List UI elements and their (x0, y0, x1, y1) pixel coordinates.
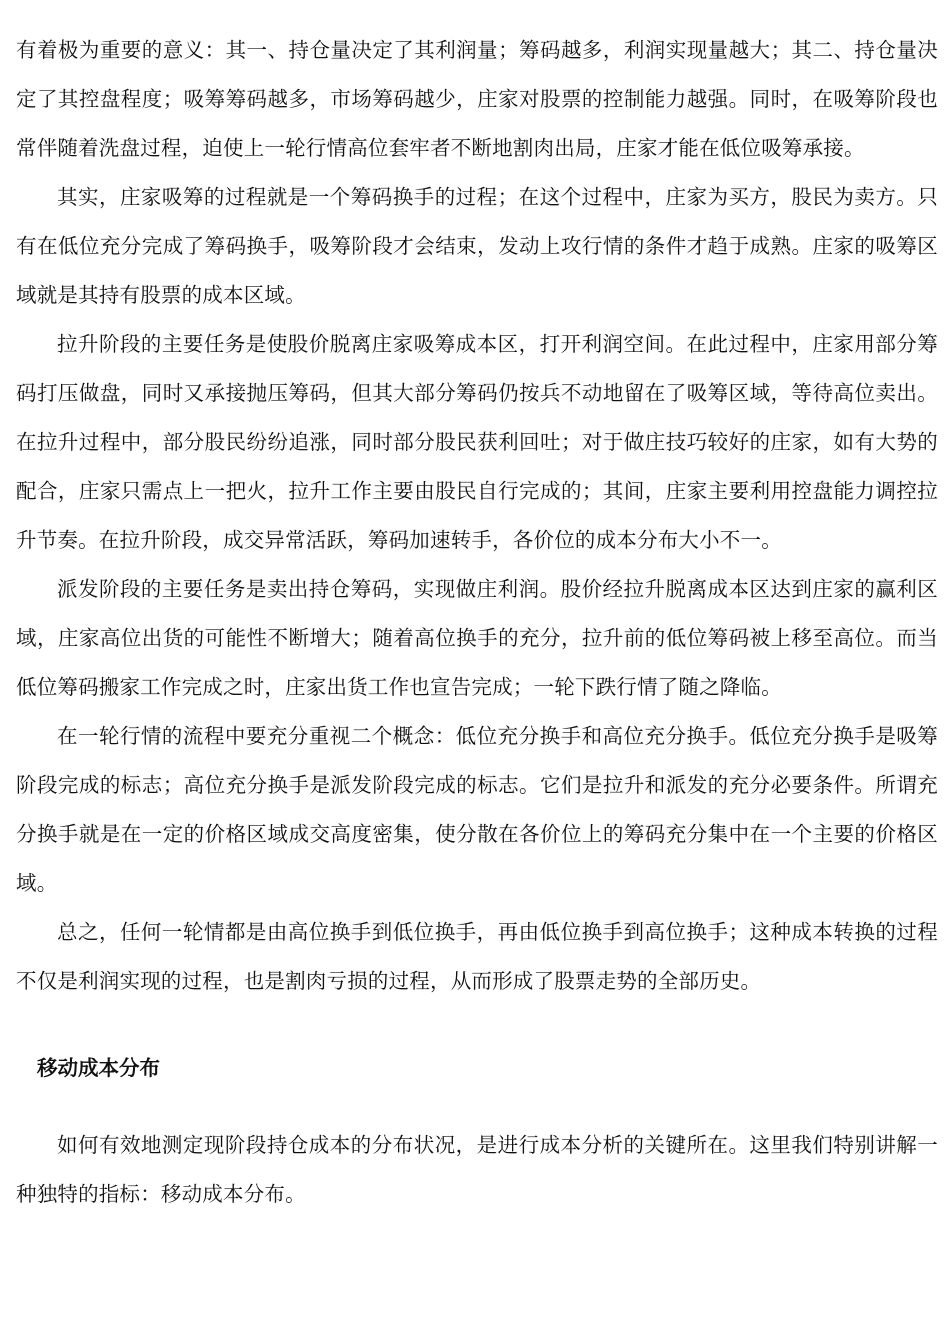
paragraph-2: 其实，庄家吸筹的过程就是一个筹码换手的过程；在这个过程中，庄家为买方，股民为卖方。只有在低位充分完成了筹码换手，吸筹阶段才会结束，发动上攻行情的条件才趋于成熟。庄家的吸筹区域就是其持有股票的成本区域。 (16, 185, 938, 307)
section-heading: 移动成本分布 (37, 1056, 160, 1080)
paragraph-1: 有着极为重要的意义：其一、持仓量决定了其利润量；筹码越多，利润实现量越大；其二、持仓量决定了其控盘程度；吸筹筹码越多，市场筹码越少，庄家对股票的控制能力越强。同时，在吸筹阶段也常伴随着洗盘过程，迫使上一轮行情高位套牢者不断地割肉出局，庄家才能在低位吸筹承接。 (16, 38, 938, 160)
document-page (16, 38, 938, 1219)
paragraph-5: 在一轮行情的流程中要充分重视二个概念：低位充分换手和高位充分换手。低位充分换手是吸筹阶段完成的标志；高位充分换手是派发阶段完成的标志。它们是拉升和派发的充分必要条件。所谓充分换手就是在一定的价格区域成交高度密集，使分散在各价位上的筹码充分集中在一个主要的价格区域。 (16, 724, 938, 895)
paragraph-7: 如何有效地测定现阶段持仓成本的分布状况，是进行成本分析的关键所在。这里我们特别讲解一种独特的指标：移动成本分布。 (16, 1133, 938, 1206)
paragraph-6: 总之，任何一轮情都是由高位换手到低位换手，再由低位换手到高位换手；这种成本转换的过程不仅是利润实现的过程，也是割肉亏损的过程，从而形成了股票走势的全部历史。 (16, 920, 938, 993)
paragraph-3: 拉升阶段的主要任务是使股价脱离庄家吸筹成本区，打开利润空间。在此过程中，庄家用部分筹码打压做盘，同时又承接抛压筹码，但其大部分筹码仍按兵不动地留在了吸筹区域，等待高位卖出。在拉升过程中，部分股民纷纷追涨，同时部分股民获利回吐；对于做庄技巧较好的庄家，如有大势的配合，庄家只需点上一把火，拉升工作主要由股民自行完成的；其间，庄家主要利用控盘能力调控拉升节奏。在拉升阶段，成交异常活跃，筹码加速转手，各价位的成本分布大小不一。 (16, 332, 938, 552)
paragraph-4: 派发阶段的主要任务是卖出持仓筹码，实现做庄利润。股价经拉升脱离成本区达到庄家的赢利区域，庄家高位出货的可能性不断增大；随着高位换手的充分，拉升前的低位筹码被上移至高位。而当低位筹码搬家工作完成之时，庄家出货工作也宣告完成；一轮下跌行情了随之降临。 (16, 577, 938, 699)
